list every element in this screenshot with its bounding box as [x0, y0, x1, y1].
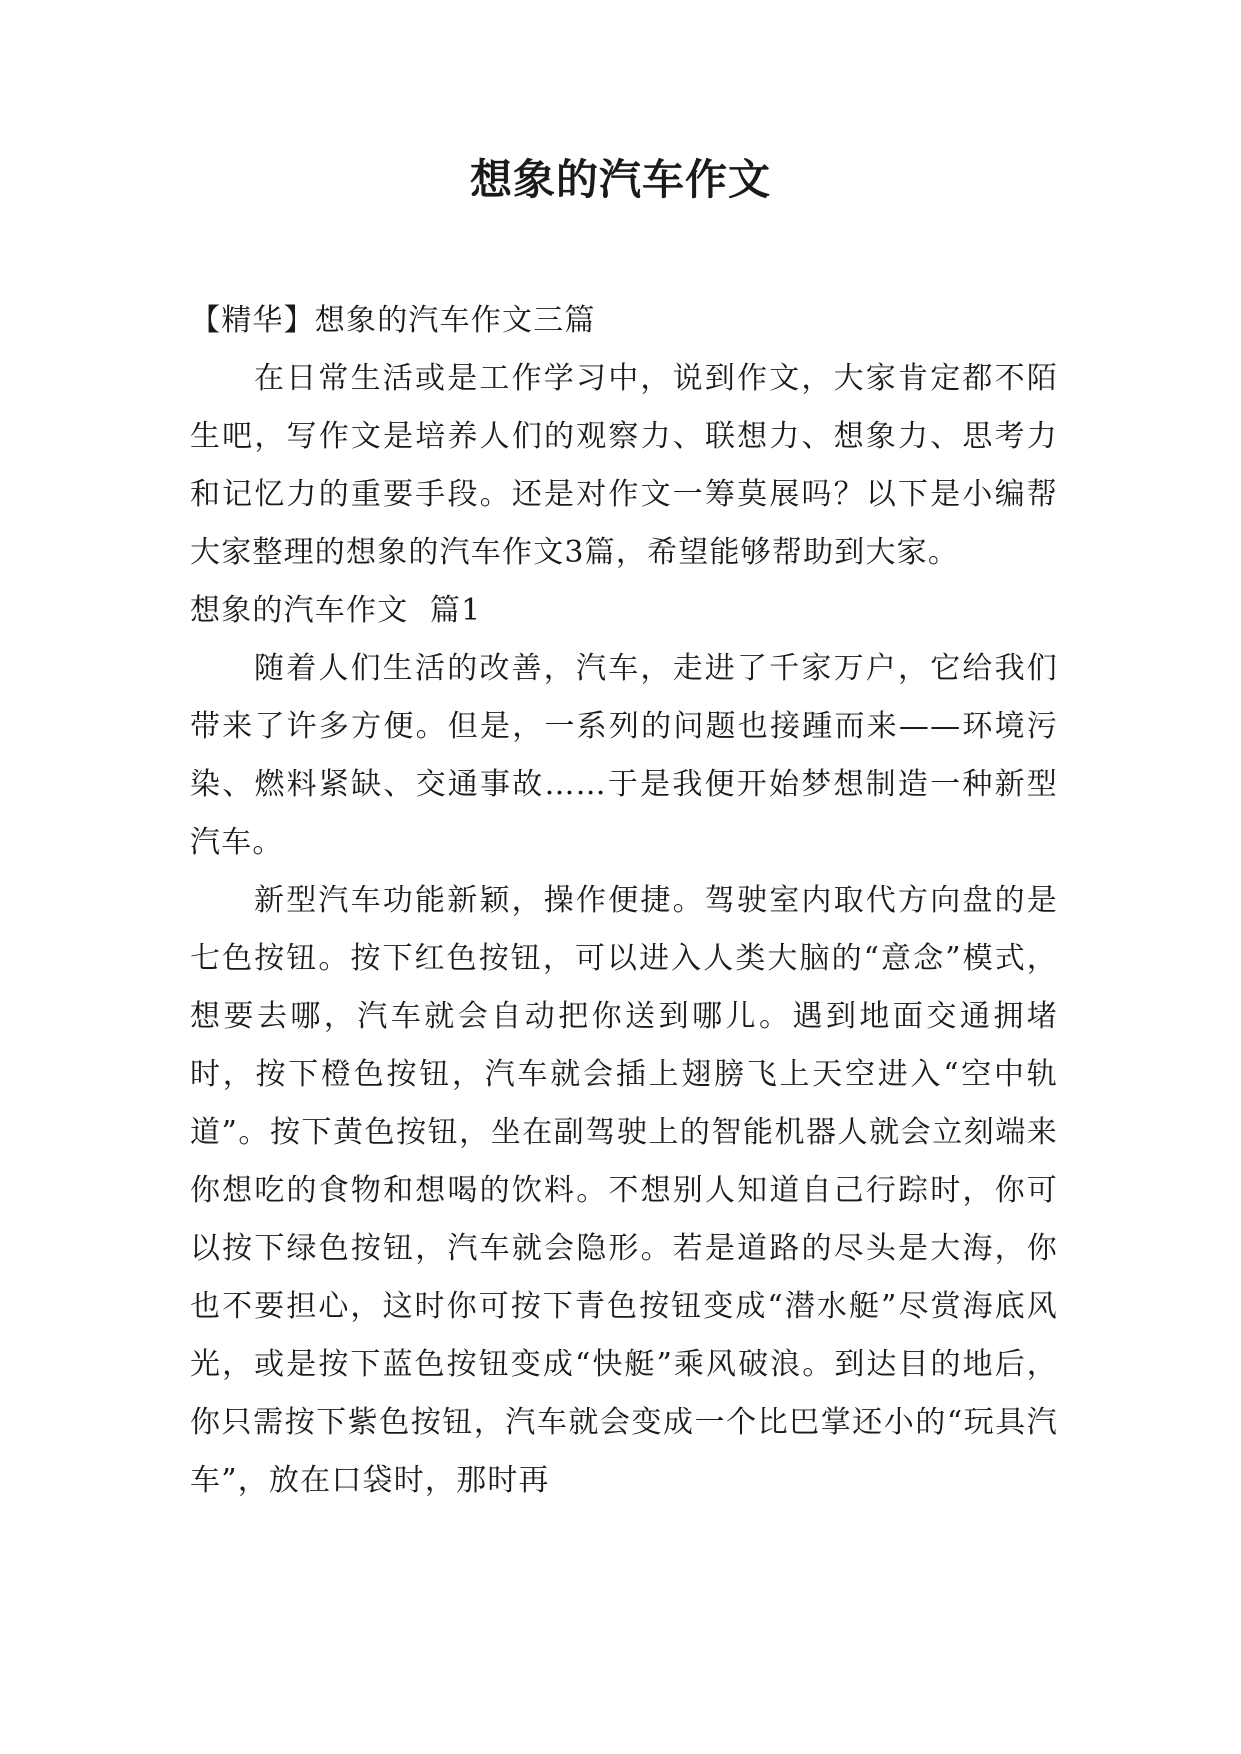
intro-paragraph: 在日常生活或是工作学习中，说到作文，大家肯定都不陌生吧，写作文是培养人们的观察力、联想力、想象力、思考力和记忆力的重要手段。还是对作文一筹莫展吗？以下是小编帮大家整理的想象的汽车作文3篇，希望能够帮助到大家。 — [190, 361, 1058, 570]
document-body — [190, 292, 1058, 1510]
document-title: 想象的汽车作文 — [469, 155, 771, 204]
section-heading: 想象的汽车作文 篇1 — [190, 593, 482, 628]
body-paragraph: 新型汽车功能新颖，操作便捷。驾驶室内取代方向盘的是七色按钮。按下红色按钮，可以进入人类大脑的“意念”模式，想要去哪，汽车就会自动把你送到哪儿。遇到地面交通拥堵时，按下橙色按钮，汽车就会插上翅膀飞上天空进入“空中轨道”。按下黄色按钮，坐在副驾驶上的智能机器人就会立刻端来你想吃的食物和想喝的饮料。不想别人知道自己行踪时，你可以按下绿色按钮，汽车就会隐形。若是道路的尽头是大海，你也不要担心，这时你可按下青色按钮变成“潜水艇”尽赏海底风光，或是按下蓝色按钮变成“快艇”乘风破浪。到达目的地后，你只需按下紫色按钮，汽车就会变成一个比巴掌还小的“玩具汽车”，放在口袋时，那时再 — [190, 883, 1058, 1498]
body-paragraph: 随着人们生活的改善，汽车，走进了千家万户，它给我们带来了许多方便。但是，一系列的问题也接踵而来——环境污染、燃料紧缺、交通事故……于是我便开始梦想制造一种新型汽车。 — [190, 651, 1058, 860]
document-subtitle: 【精华】想象的汽车作文三篇 — [190, 303, 596, 338]
